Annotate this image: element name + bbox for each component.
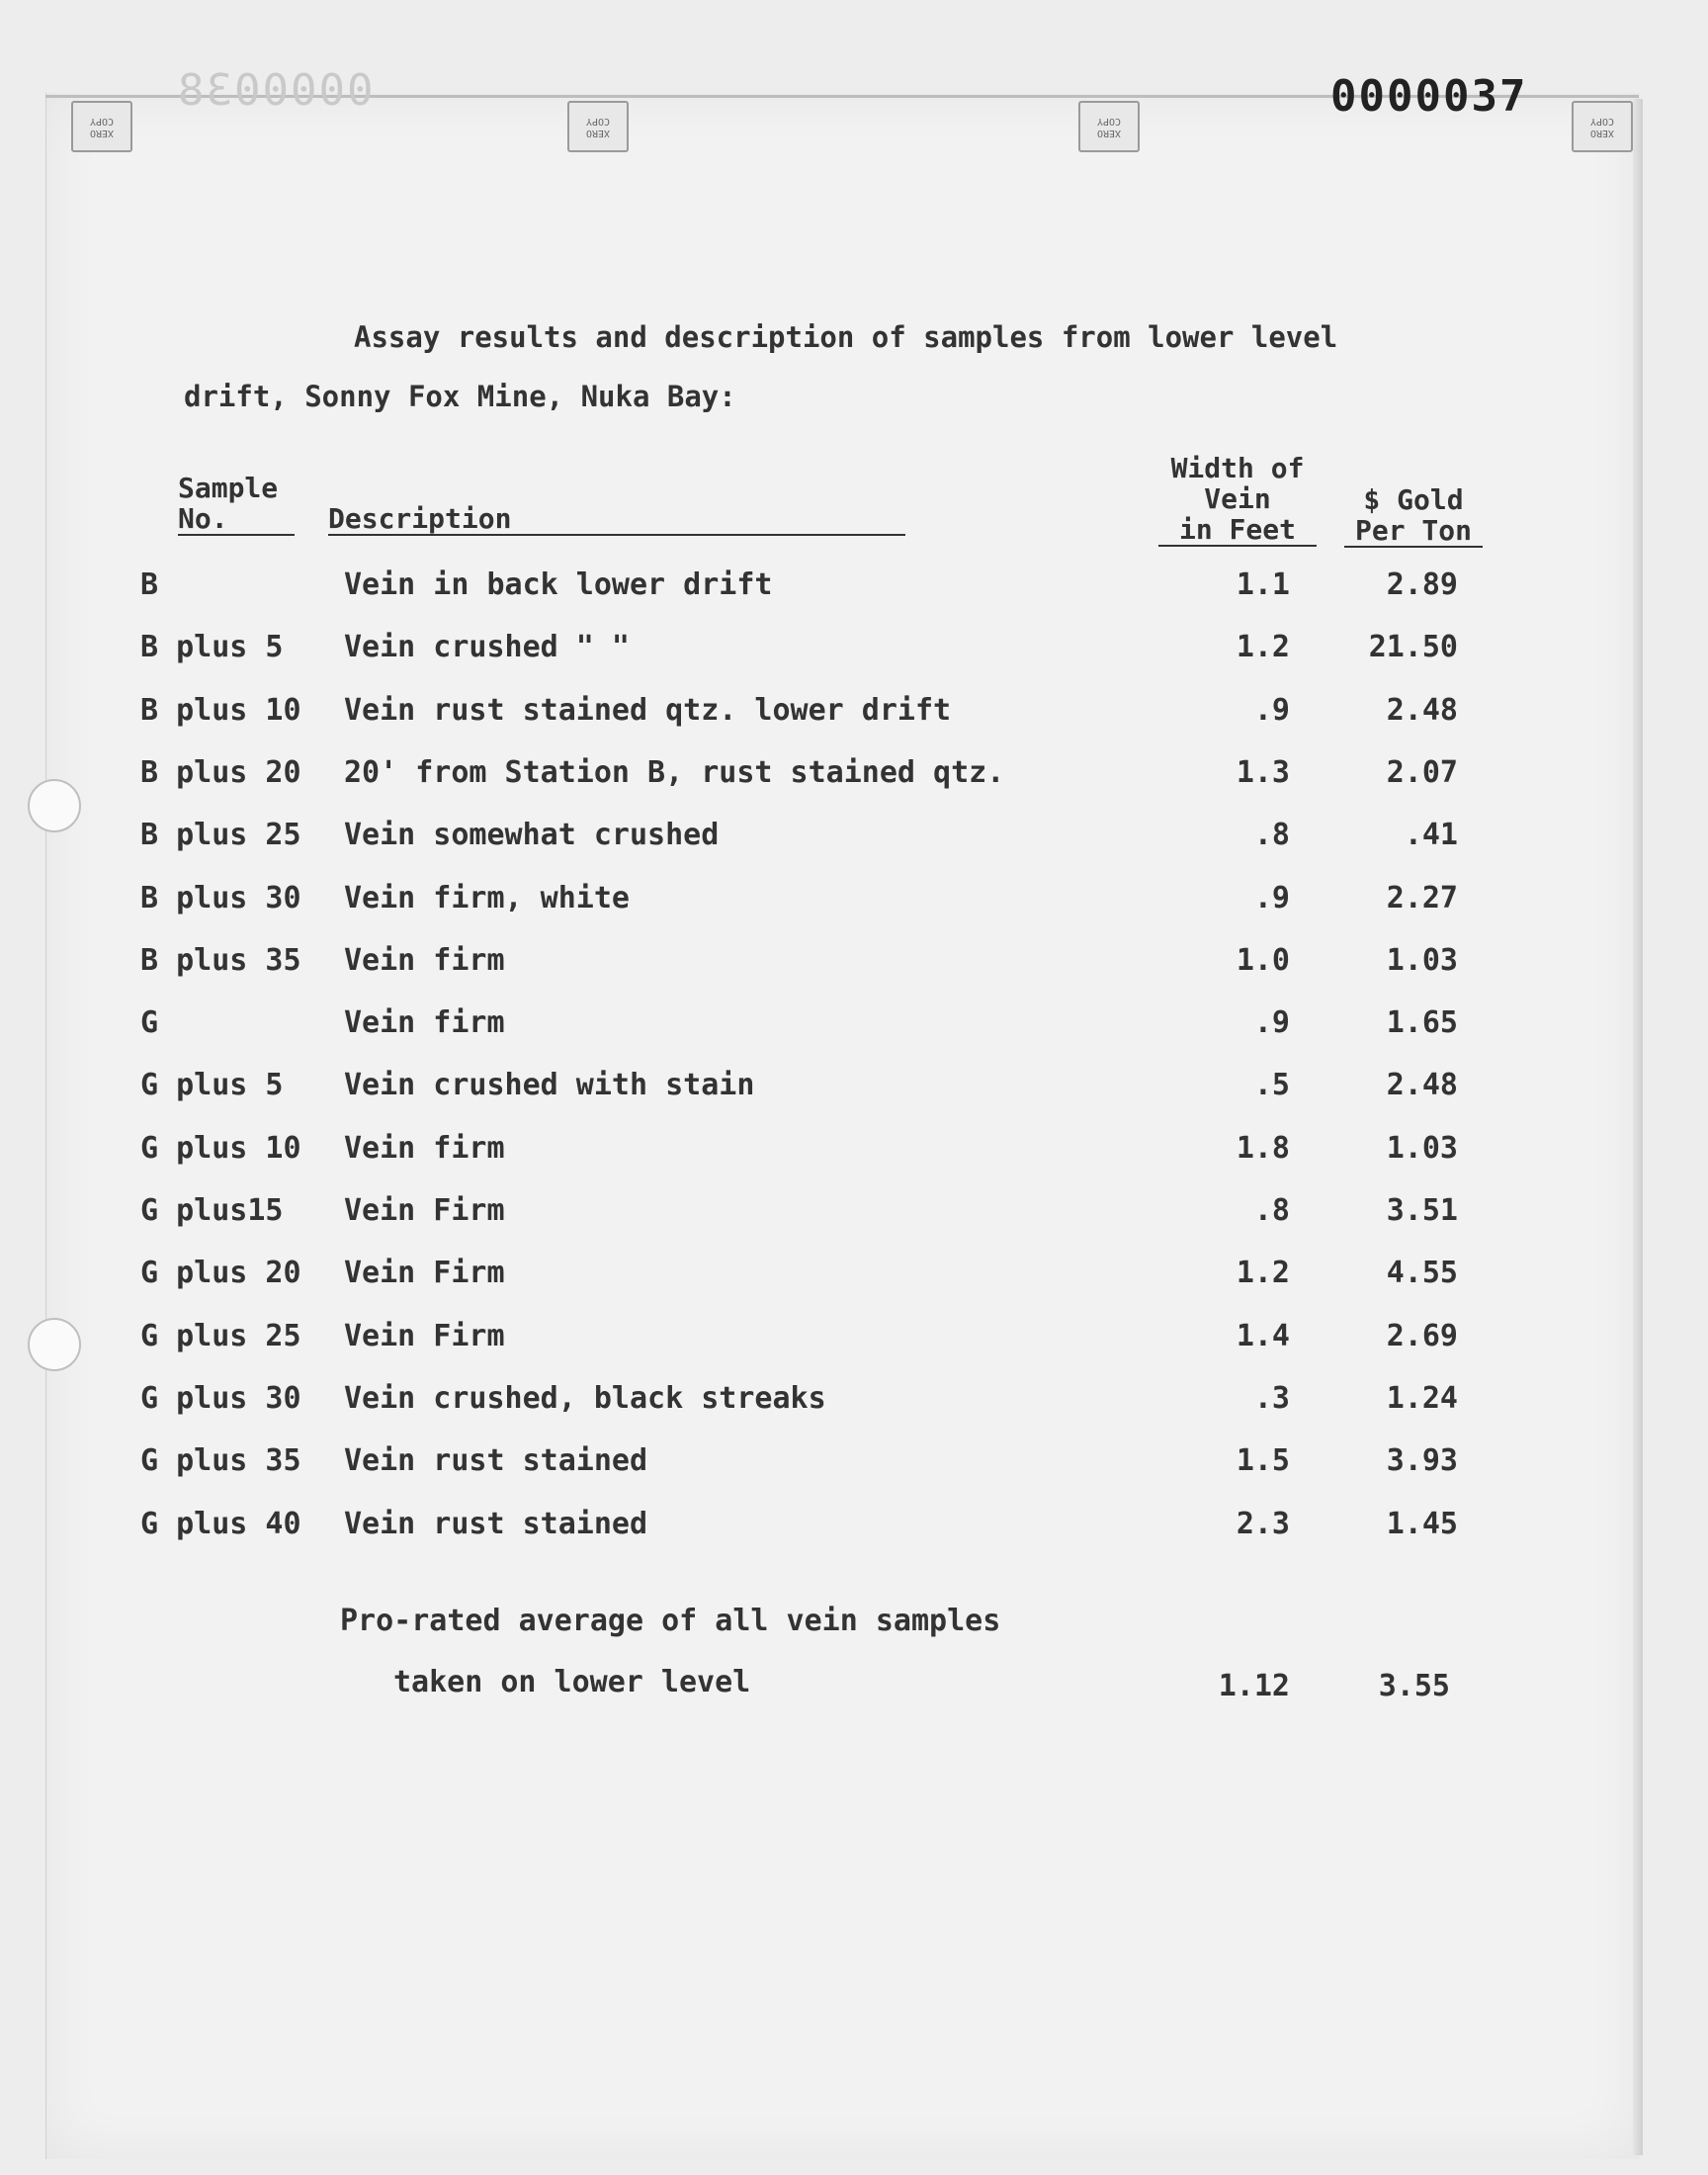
gold-cell: 2.48 <box>1386 693 1458 728</box>
sample-no-cell: G plus 25 <box>140 1319 301 1353</box>
width-cell: 1.3 <box>1236 755 1290 790</box>
description-cell: Vein firm <box>344 1131 505 1166</box>
sample-no-cell: B plus 20 <box>140 755 301 790</box>
description-cell: 20' from Station B, rust stained qtz. <box>344 755 1005 790</box>
sample-no-cell: G plus 40 <box>140 1507 301 1541</box>
table-row <box>0 1319 1708 1358</box>
gold-cell: 2.48 <box>1386 1068 1458 1102</box>
sample-no-cell: B <box>140 567 159 602</box>
xero-copy-tab: XERO COPY <box>1572 101 1633 152</box>
bleed-through-number: 0000038 <box>176 65 374 116</box>
average-label-line-2: taken on lower level <box>393 1665 751 1699</box>
sample-no-cell: G plus 10 <box>140 1131 301 1166</box>
sample-no-cell: B plus 25 <box>140 818 301 852</box>
description-cell: Vein Firm <box>344 1193 505 1228</box>
sample-no-cell: G plus 30 <box>140 1381 301 1416</box>
sample-no-cell: G <box>140 1005 159 1040</box>
width-cell: .8 <box>1253 1193 1290 1228</box>
sample-no-cell: B plus 10 <box>140 693 301 728</box>
sample-no-cell: G plus 5 <box>140 1068 284 1102</box>
table-row <box>0 1256 1708 1295</box>
header-sample-no: Sample No. <box>178 473 295 536</box>
table-row <box>0 693 1708 733</box>
gold-cell: 1.03 <box>1386 943 1458 978</box>
width-cell: 2.3 <box>1236 1507 1290 1541</box>
description-cell: Vein Firm <box>344 1256 505 1290</box>
description-cell: Vein rust stained <box>344 1443 648 1478</box>
sample-no-cell: G plus15 <box>140 1193 284 1228</box>
sample-no-cell: G plus 35 <box>140 1443 301 1478</box>
description-cell: Vein firm <box>344 1005 505 1040</box>
table-row <box>0 1381 1708 1421</box>
sample-no-cell: B plus 5 <box>140 630 284 664</box>
width-cell: .9 <box>1253 693 1290 728</box>
table-row <box>0 1193 1708 1233</box>
description-cell: Vein somewhat crushed <box>344 818 720 852</box>
gold-cell: 3.93 <box>1386 1443 1458 1478</box>
width-cell: 1.0 <box>1236 943 1290 978</box>
width-cell: 1.8 <box>1236 1131 1290 1166</box>
gold-cell: .41 <box>1404 818 1458 852</box>
width-cell: 1.2 <box>1236 630 1290 664</box>
sample-no-cell: B plus 30 <box>140 881 301 915</box>
description-cell: Vein Firm <box>344 1319 505 1353</box>
xero-copy-tab: XERO COPY <box>1078 101 1140 152</box>
description-cell: Vein firm, white <box>344 881 630 915</box>
width-cell: .9 <box>1253 1005 1290 1040</box>
width-cell: 1.5 <box>1236 1443 1290 1478</box>
description-cell: Vein crushed, black streaks <box>344 1381 826 1416</box>
header-description: Description <box>328 503 905 536</box>
description-cell: Vein rust stained qtz. lower drift <box>344 693 952 728</box>
width-cell: .5 <box>1253 1068 1290 1102</box>
width-cell: .3 <box>1253 1381 1290 1416</box>
sample-no-cell: B plus 35 <box>140 943 301 978</box>
width-cell: 1.4 <box>1236 1319 1290 1353</box>
xero-copy-tab: XERO COPY <box>567 101 629 152</box>
description-cell: Vein firm <box>344 943 505 978</box>
gold-cell: 2.89 <box>1386 567 1458 602</box>
table-row <box>0 1131 1708 1171</box>
gold-cell: 3.51 <box>1386 1193 1458 1228</box>
header-width: Width of Vein in Feet <box>1158 453 1317 547</box>
table-row <box>0 1068 1708 1107</box>
table-row <box>0 755 1708 795</box>
table-row <box>0 1443 1708 1483</box>
title-line-2: drift, Sonny Fox Mine, Nuka Bay: <box>184 380 736 413</box>
average-gold: 3.55 <box>1378 1669 1450 1703</box>
table-row <box>0 567 1708 607</box>
table-row <box>0 1507 1708 1546</box>
description-cell: Vein crushed with stain <box>344 1068 755 1102</box>
gold-cell: 1.03 <box>1386 1131 1458 1166</box>
gold-cell: 4.55 <box>1386 1256 1458 1290</box>
gold-cell: 1.65 <box>1386 1005 1458 1040</box>
gold-cell: 2.27 <box>1386 881 1458 915</box>
right-edge <box>1633 99 1643 2155</box>
table-row <box>0 1005 1708 1045</box>
table-row <box>0 881 1708 920</box>
description-cell: Vein rust stained <box>344 1507 648 1541</box>
gold-cell: 21.50 <box>1368 630 1458 664</box>
gold-cell: 1.24 <box>1386 1381 1458 1416</box>
width-cell: .9 <box>1253 881 1290 915</box>
table-row <box>0 818 1708 857</box>
width-cell: .8 <box>1253 818 1290 852</box>
title-line-1: Assay results and description of samples from lower level <box>354 320 1338 354</box>
width-cell: 1.2 <box>1236 1256 1290 1290</box>
document-number: 0000037 <box>1330 71 1528 122</box>
average-label-line-1: Pro-rated average of all vein samples <box>340 1604 1001 1638</box>
sample-no-cell: G plus 20 <box>140 1256 301 1290</box>
average-width: 1.12 <box>1218 1669 1290 1703</box>
width-cell: 1.1 <box>1236 567 1290 602</box>
gold-cell: 2.07 <box>1386 755 1458 790</box>
gold-cell: 1.45 <box>1386 1507 1458 1541</box>
gold-cell: 2.69 <box>1386 1319 1458 1353</box>
description-cell: Vein in back lower drift <box>344 567 773 602</box>
table-row <box>0 630 1708 669</box>
header-gold: $ Gold Per Ton <box>1344 484 1483 548</box>
table-row <box>0 943 1708 983</box>
description-cell: Vein crushed " " <box>344 630 630 664</box>
xero-copy-tab: XERO COPY <box>71 101 132 152</box>
